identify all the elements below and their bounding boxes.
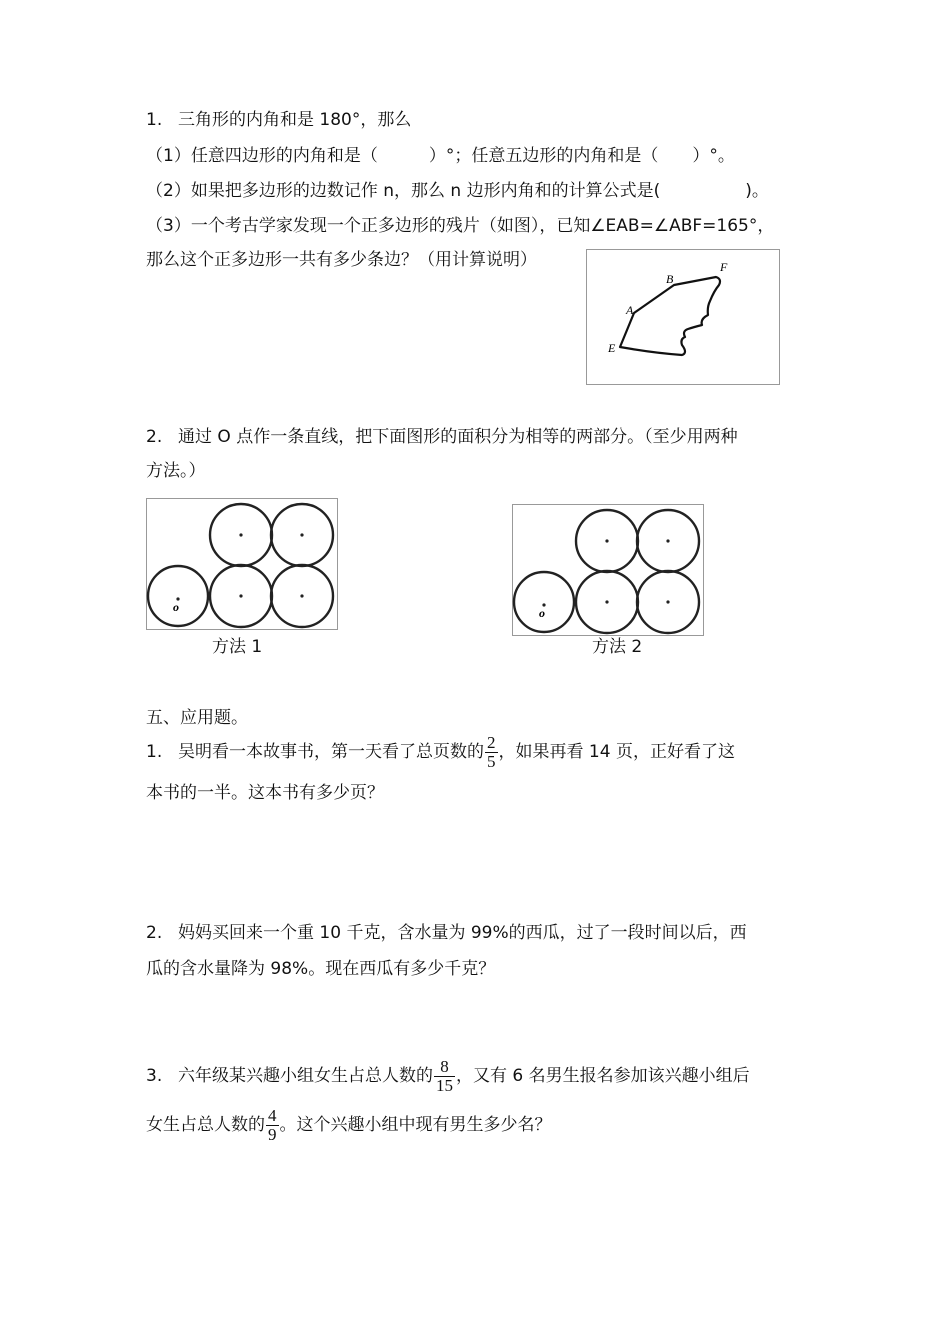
polygon-fragment-figure: [586, 249, 780, 385]
q1-part2: （2）如果把多边形的边数记作 n，那么 n 边形内角和的计算公式是( )。: [146, 181, 769, 201]
s5-q3-text-a-after: ，又有 6 名男生报名参加该兴趣小组后: [456, 1066, 750, 1086]
label-f: F: [720, 260, 728, 274]
fraction-denominator: 15: [436, 1075, 453, 1095]
label-e: E: [608, 341, 616, 355]
s5-q1-text-b: 本书的一半。这本书有多少页？: [146, 783, 384, 803]
fraction-numerator: 2: [487, 732, 496, 752]
fraction-denominator: 5: [487, 751, 496, 771]
q2-text-line-a: [146, 425, 738, 449]
s5-q1-text-a-before: 吴明看一本故事书，第一天看了总页数的: [178, 742, 484, 762]
s5-q2-line-a: [146, 921, 747, 945]
label-a: A: [626, 303, 634, 317]
circles-svg-method1: [146, 498, 338, 630]
s5-q1-line-a: [146, 732, 735, 772]
q2-text-b: 方法。）: [146, 461, 206, 481]
q1-number: 1.: [146, 110, 163, 130]
q1-part3a: （3）一个考古学家发现一个正多边形的残片（如图），已知∠EAB=∠ABF=165°，: [146, 216, 775, 236]
s5-q3-number: 3.: [146, 1066, 163, 1086]
q1-intro-line: [146, 108, 411, 132]
o-label-method2: o: [539, 606, 545, 620]
o-label-method1: o: [173, 600, 179, 614]
fraction-numerator: 4: [268, 1105, 277, 1125]
s5-q3-line-a: [146, 1055, 750, 1097]
s5-q2-text-b: 瓜的含水量降为 98%。现在西瓜有多少千克？: [146, 959, 496, 979]
circles-figure-method2: [512, 504, 704, 636]
method2-caption: 方法 2: [592, 637, 643, 657]
s5-q1-text-a-after: ，如果再看 14 页，正好看了这: [498, 742, 735, 762]
label-b: B: [666, 272, 674, 286]
method1-caption: 方法 1: [212, 637, 263, 657]
q1-part3b: 那么这个正多边形一共有多少条边？（用计算说明）: [146, 250, 537, 270]
s5-q2-number: 2.: [146, 923, 163, 943]
section5-heading: 五、应用题。: [146, 708, 248, 728]
s5-q1-number: 1.: [146, 742, 163, 762]
q1-part1: （1）任意四边形的内角和是（ ）°；任意五边形的内角和是（ ）°。: [146, 146, 735, 166]
s5-q1-fraction: [486, 734, 497, 771]
q2-text-a: 通过 O 点作一条直线，把下面图形的面积分为相等的两部分。（至少用两种: [178, 427, 738, 447]
circles-figure-method1: [146, 498, 338, 630]
polygon-fragment-svg: [586, 249, 780, 385]
s5-q3-text-a-before: 六年级某兴趣小组女生占总人数的: [178, 1066, 433, 1086]
circles-svg-method2: [512, 504, 704, 636]
q1-intro-text: 三角形的内角和是 180°，那么: [178, 110, 412, 130]
s5-q3-text-b-before: 女生占总人数的: [146, 1115, 265, 1135]
s5-q2-text-a: 妈妈买回来一个重 10 千克，含水量为 99%的西瓜，过了一段时间以后，西: [178, 923, 747, 943]
s5-q3-fraction-1: [435, 1058, 454, 1095]
fraction-denominator: 9: [268, 1124, 277, 1144]
q2-number: 2.: [146, 427, 163, 447]
s5-q3-text-b-after: 。这个兴趣小组中现有男生多少名？: [279, 1115, 552, 1135]
s5-q3-fraction-2: [267, 1107, 278, 1144]
fraction-numerator: 8: [440, 1056, 449, 1076]
s5-q3-line-b: [146, 1104, 552, 1146]
